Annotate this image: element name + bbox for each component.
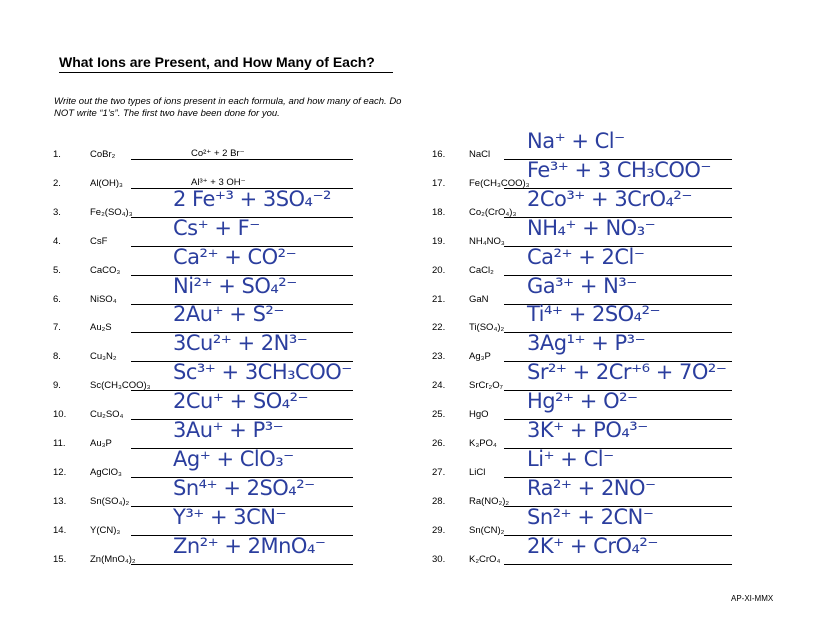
handwritten-answer: Sc³⁺ + 3CH₃COO⁻ <box>173 360 352 385</box>
question-number: 3. <box>53 206 61 218</box>
handwritten-answer: 2Au⁺ + S²⁻ <box>173 302 284 327</box>
handwritten-answer: Hg²⁺ + O²⁻ <box>527 389 638 414</box>
question-number: 23. <box>432 351 446 363</box>
chemical-formula: CsF <box>90 235 108 247</box>
question-number: 28. <box>432 495 446 507</box>
title-underline <box>59 72 393 73</box>
question-number: 12. <box>53 466 67 478</box>
chemical-formula: SrCr₂O₇ <box>469 380 503 392</box>
handwritten-answer: Ca²⁺ + 2Cl⁻ <box>527 244 645 269</box>
handwritten-answer: Na⁺ + Cl⁻ <box>527 129 625 153</box>
instructions-text: Write out the two types of ions present in each formula, and how many of each. Do NOT write “1’s”. The first two have been done for you. <box>54 96 402 119</box>
handwritten-answer: 2 Fe⁺³ + 3SO₄⁻² <box>173 186 331 211</box>
chemical-formula: Cu₃N₂ <box>90 351 117 363</box>
chemical-formula: Sc(CH₃COO)₃ <box>90 380 151 392</box>
handwritten-answer: Ca²⁺ + CO²⁻ <box>173 244 297 269</box>
chemical-formula: Ti(SO₄)₂ <box>469 322 505 334</box>
chemical-formula: Au₃P <box>90 438 112 449</box>
question-number: 13. <box>53 495 67 507</box>
question-number: 1. <box>53 149 61 160</box>
handwritten-answer: Li⁺ + Cl⁻ <box>527 446 614 471</box>
question-number: 20. <box>432 264 446 276</box>
chemical-formula: HgO <box>469 409 489 421</box>
chemical-formula: NH₄NO₃ <box>469 235 505 247</box>
worksheet-title: What Ions are Present, and How Many of Each? <box>59 54 375 70</box>
handwritten-answer: Ga³⁺ + N³⁻ <box>527 273 637 298</box>
question-number: 24. <box>432 380 446 392</box>
handwritten-answer: Ag⁺ + ClO₃⁻ <box>173 446 294 471</box>
question-number: 9. <box>53 380 61 392</box>
question-number: 7. <box>53 322 61 334</box>
question-number: 14. <box>53 524 67 536</box>
chemical-formula: CaCO₃ <box>90 264 121 276</box>
question-number: 2. <box>53 177 61 189</box>
question-number: 11. <box>53 438 66 449</box>
question-number: 18. <box>432 206 446 218</box>
handwritten-answer: 3K⁺ + PO₄³⁻ <box>527 418 648 442</box>
handwritten-answer: Y³⁺ + 3CN⁻ <box>173 504 287 529</box>
chemical-formula: Sn(SO₄)₂ <box>90 495 130 507</box>
chemical-formula: AgClO₃ <box>90 466 122 478</box>
handwritten-answer: Ni²⁺ + SO₄²⁻ <box>173 273 297 298</box>
question-number: 22. <box>432 322 446 334</box>
handwritten-answer: 3Cu²⁺ + 2N³⁻ <box>173 331 308 356</box>
chemical-formula: Zn(MnO₄)₂ <box>90 553 136 565</box>
question-number: 6. <box>53 293 61 305</box>
chemical-formula: LiCl <box>469 466 486 478</box>
chemical-formula: Ag₃P <box>469 351 491 363</box>
chemical-formula: Y(CN)₃ <box>90 524 121 536</box>
chemical-formula: Au₂S <box>90 322 112 334</box>
chemical-formula: Co₂(CrO₄)₃ <box>469 206 517 218</box>
question-number: 25. <box>432 409 446 421</box>
chemical-formula: K₂CrO₄ <box>469 553 501 565</box>
handwritten-answer: 3Ag¹⁺ + P³⁻ <box>527 331 646 356</box>
handwritten-answer: Sn⁴⁺ + 2SO₄²⁻ <box>173 475 315 500</box>
question-number: 19. <box>432 235 446 247</box>
chemical-formula: NiSO₄ <box>90 293 117 305</box>
typed-answer: Co²⁺ + 2 Br⁻ <box>191 148 245 159</box>
handwritten-answer: 2Cu⁺ + SO₄²⁻ <box>173 389 309 414</box>
question-number: 8. <box>53 351 61 363</box>
chemical-formula: CoBr₂ <box>90 149 116 160</box>
chemical-formula: Al(OH)₃ <box>90 177 123 189</box>
question-number: 26. <box>432 438 446 449</box>
handwritten-answer: 2Co³⁺ + 3CrO₄²⁻ <box>527 186 692 211</box>
question-row <box>53 145 353 165</box>
question-number: 27. <box>432 466 446 478</box>
question-number: 17. <box>432 177 446 189</box>
handwritten-answer: Ti⁴⁺ + 2SO₄²⁻ <box>527 302 661 327</box>
question-row <box>53 533 353 570</box>
question-number: 5. <box>53 264 61 276</box>
chemical-formula: GaN <box>469 293 489 305</box>
handwritten-answer: Zn²⁺ + 2MnO₄⁻ <box>173 533 326 558</box>
handwritten-answer: 2K⁺ + CrO₄²⁻ <box>527 533 658 558</box>
chemical-formula: Sn(CN)₂ <box>469 524 505 536</box>
handwritten-answer: Ra²⁺ + 2NO⁻ <box>527 475 656 500</box>
chemical-formula: K₃PO₄ <box>469 438 497 449</box>
handwritten-answer: Sr²⁺ + 2Cr⁺⁶ + 7O²⁻ <box>527 360 727 385</box>
handwritten-answer: Sn²⁺ + 2CN⁻ <box>527 504 654 529</box>
answer-line <box>131 159 353 160</box>
handwritten-answer: Fe³⁺ + 3 CH₃COO⁻ <box>527 157 712 182</box>
handwritten-answer: Cs⁺ + F⁻ <box>173 215 260 240</box>
question-number: 4. <box>53 235 61 247</box>
question-number: 15. <box>53 553 67 565</box>
question-number: 29. <box>432 524 446 536</box>
handwritten-answer: NH₄⁺ + NO₃⁻ <box>527 215 656 240</box>
chemical-formula: NaCl <box>469 149 491 160</box>
typed-answer: Al³⁺ + 3 OH⁻ <box>191 176 246 188</box>
question-number: 16. <box>432 149 446 160</box>
question-number: 30. <box>432 553 446 565</box>
chemical-formula: Fe₂(SO₄)₃ <box>90 206 133 218</box>
answer-line <box>504 564 732 565</box>
question-row <box>432 533 732 570</box>
chemical-formula: Ra(NO₂)₂ <box>469 495 510 507</box>
question-number: 21. <box>432 293 446 305</box>
question-number: 10. <box>53 409 67 421</box>
answer-line <box>131 564 353 565</box>
handwritten-answer: 3Au⁺ + P³⁻ <box>173 418 284 442</box>
footer-code: AP-XI-MMX <box>731 594 774 603</box>
chemical-formula: Fe(CH₃COO)₃ <box>469 177 530 189</box>
chemical-formula: CaCl₂ <box>469 264 494 276</box>
chemical-formula: Cu₂SO₄ <box>90 409 124 421</box>
